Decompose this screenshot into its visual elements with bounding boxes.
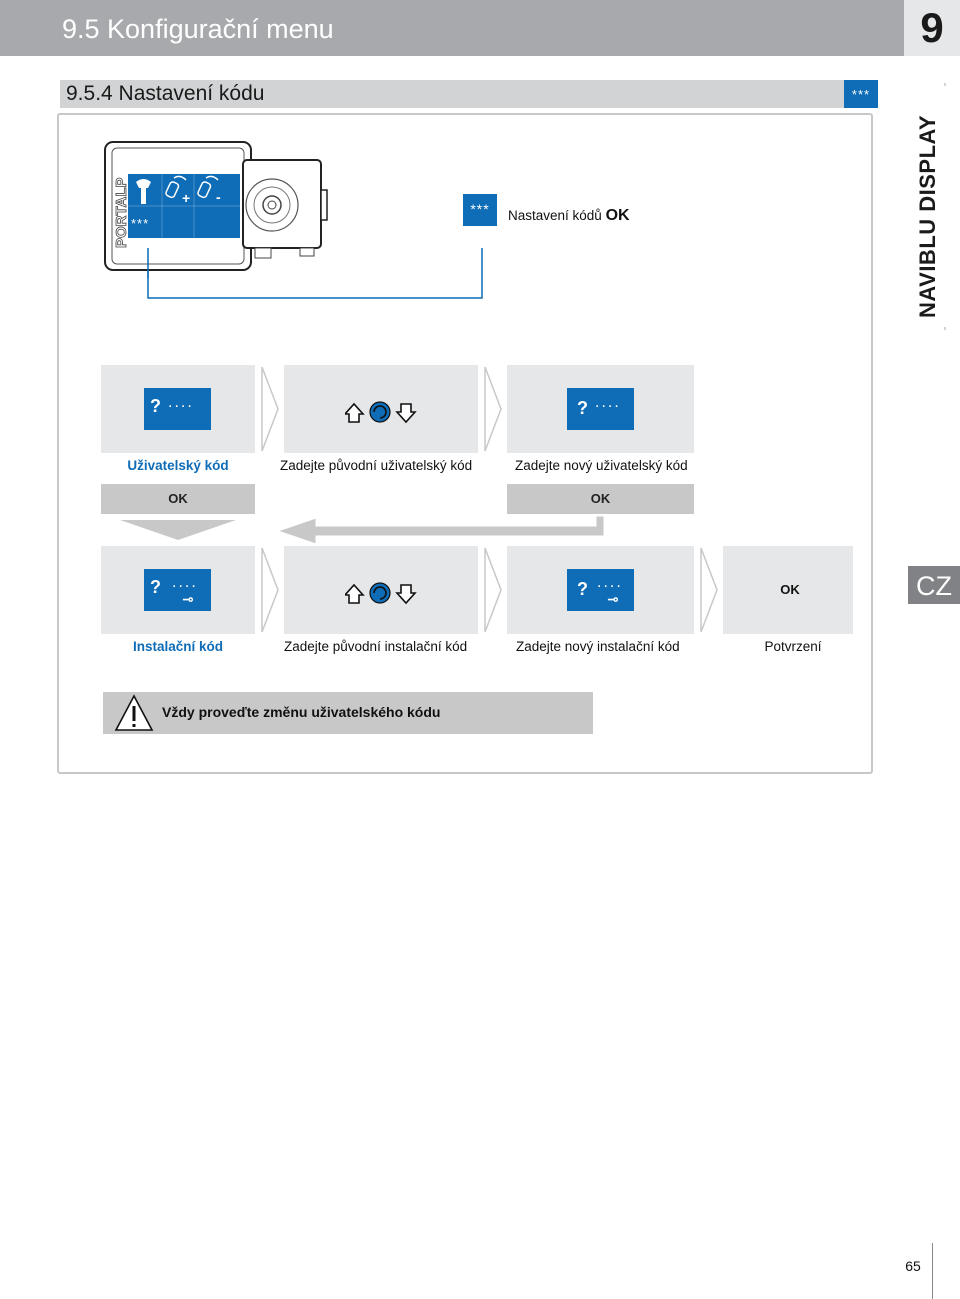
return-arrow-icon — [276, 514, 606, 548]
lcd-install-code — [144, 569, 211, 611]
install-new-code-label: Zadejte nový instalační kód — [516, 639, 680, 654]
callout-stars-badge: *** — [463, 194, 497, 226]
warning-icon — [114, 694, 154, 732]
callout-label: Nastavení kódů — [508, 208, 602, 223]
user-new-code-label: Zadejte nový uživatelský kód — [515, 458, 688, 473]
step-arrow-icon — [699, 546, 719, 634]
chapter-number: 9 — [920, 4, 944, 51]
lcd-minus: - — [216, 189, 221, 205]
user-code-label: Uživatelský kód — [127, 458, 229, 473]
lcd-plus: + — [182, 190, 191, 206]
wrench-icon: ⊸ — [607, 591, 619, 607]
page-number: 65 — [905, 1258, 921, 1274]
device-brand: PORTALP — [113, 177, 130, 248]
lcd-install-new — [567, 569, 634, 611]
step-arrow-icon — [260, 365, 280, 453]
lcd-dots: .... — [168, 394, 194, 411]
install-old-code-label: Zadejte původní instalační kód — [284, 639, 468, 654]
question-blink-icon: ? — [577, 579, 588, 599]
question-icon: ? — [150, 577, 161, 597]
step-arrow-icon — [483, 546, 503, 634]
callout-ok: OK — [605, 207, 630, 224]
question-icon: ? — [150, 396, 161, 416]
lcd-stars: *** — [131, 216, 150, 231]
wrench-icon: ⊸ — [182, 591, 194, 607]
ok-bar-left: OK — [101, 484, 255, 514]
lcd-dots: .... — [595, 394, 621, 411]
up-rotate-down-icon — [345, 400, 417, 426]
side-label: NAVIBLU DISPLAY — [915, 114, 940, 318]
side-divider-top — [944, 83, 946, 86]
down-triangle-icon — [118, 518, 238, 542]
callout-connector — [146, 246, 486, 302]
side-divider-bottom — [944, 327, 946, 330]
lcd-user-new — [567, 388, 634, 430]
warning-text: Vždy proveďte změnu uživatelského kódu — [162, 704, 441, 720]
question-blink-icon: ? — [577, 398, 588, 418]
section-title: 9.5.4 Nastavení kódu — [66, 82, 265, 105]
lcd-dots: .... — [597, 574, 623, 591]
step-arrow-icon — [483, 365, 503, 453]
language-tab: CZ — [908, 566, 960, 604]
lcd-user-code — [144, 388, 211, 430]
page-title: 9.5 Konfigurační menu — [62, 14, 334, 44]
callout-text — [508, 207, 630, 225]
ok-bar-right: OK — [507, 484, 694, 514]
up-rotate-down-icon — [345, 581, 417, 607]
section-stars-badge: *** — [844, 80, 878, 108]
install-code-label: Instalační kód — [132, 639, 224, 654]
page-divider — [932, 1243, 933, 1299]
lcd-dots: .... — [172, 574, 198, 591]
confirm-ok: OK — [780, 582, 800, 597]
confirm-label: Potvrzení — [764, 639, 822, 654]
user-old-code-label: Zadejte původní uživatelský kód — [280, 458, 473, 473]
step-arrow-icon — [260, 546, 280, 634]
